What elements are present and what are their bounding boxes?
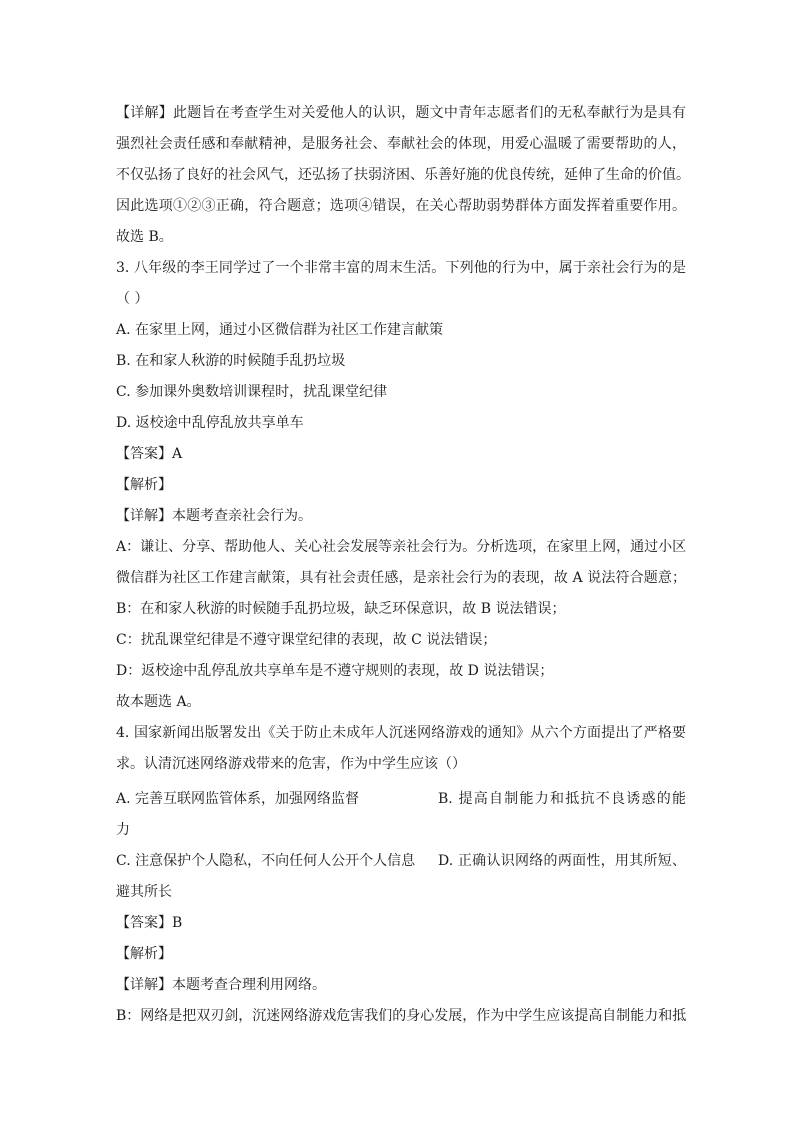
question-3-option-c: C. 参加课外奥数培训课程时，扰乱课堂纪律 <box>116 384 388 400</box>
question-3-analysis-heading: 【解析】 <box>116 477 172 493</box>
question-3-option-a: A. 在家里上网，通过小区微信群为社区工作建言献策 <box>116 322 444 338</box>
question-4-option-b-line-2: 力 <box>116 822 130 838</box>
question-4-stem-line-1: 4. 国家新闻出版署发出《关于防止未成年人沉迷网络游戏的通知》从六个方面提出了严格要 <box>116 725 686 741</box>
explanation-conclusion: 故选 B。 <box>116 229 173 245</box>
question-4-option-c: C. 注意保护个人隐私，不向任何人公开个人信息 <box>116 853 416 869</box>
question-4-analysis-heading: 【解析】 <box>116 946 172 962</box>
question-3-stem: 3. 八年级的李王同学过了一个非常丰富的周末生活。下列他的行为中，属于亲社会行为的是 <box>116 260 686 276</box>
explanation-line-2: 强烈社会责任感和奉献精神，是服务社会、奉献社会的体现，用爱心温暖了需要帮助的人， <box>116 136 686 152</box>
question-3-explanation-a-line-2: 微信群为社区工作建言献策，具有社会责任感，是亲社会行为的表现，故 A 说法符合题意； <box>116 570 686 586</box>
question-3-explanation-d: D：返校途中乱停乱放共享单车是不遵守规则的表现，故 D 说法错误； <box>116 663 554 679</box>
explanation-line-3: 不仅弘扬了良好的社会风气，还弘扬了扶弱济困、乐善好施的优良传统，延伸了生命的价值。 <box>116 167 690 183</box>
question-3-blank: （ ） <box>116 291 149 307</box>
explanation-line-1: 【详解】此题旨在考查学生对关爱他人的认识，题文中青年志愿者们的无私奉献行为是具有 <box>116 105 686 121</box>
question-3-detail: 【详解】本题考查亲社会行为。 <box>116 508 312 524</box>
question-4-option-d-line-2: 避其所长 <box>116 884 172 900</box>
question-4-stem-line-2: 求。认清沉迷网络游戏带来的危害，作为中学生应该（） <box>116 756 466 772</box>
question-3-answer: 【答案】A <box>116 446 183 462</box>
question-4-option-a: A. 完善互联网监管体系，加强网络监督 <box>116 791 360 807</box>
explanation-line-4: 因此选项①②③正确，符合题意；选项④错误，在关心帮助弱势群体方面发挥着重要作用。 <box>116 198 686 214</box>
question-3-explanation-b: B：在和家人秋游的时候随手乱扔垃圾，缺乏环保意识，故 B 说法错误； <box>116 601 566 617</box>
question-3-final-answer: 故本题选 A。 <box>116 694 201 710</box>
question-4-explanation-b: B：网络是把双刃剑，沉迷网络游戏危害我们的身心发展，作为中学生应该提高自制能力和抵 <box>116 1008 687 1024</box>
question-3-explanation-a-line-1: A：谦让、分享、帮助他人、关心社会发展等亲社会行为。分析选项，在家里上网，通过小区 <box>116 539 687 555</box>
question-4-detail: 【详解】本题考查合理利用网络。 <box>116 977 326 993</box>
question-3-explanation-c: C：扰乱课堂纪律是不遵守课堂纪律的表现，故 C 说法错误； <box>116 632 497 648</box>
question-4-answer: 【答案】B <box>116 915 183 931</box>
question-4-option-d-line-1: D. 正确认识网络的两面性，用其所短、 <box>438 853 686 869</box>
question-3-option-d: D. 返校途中乱停乱放共享单车 <box>116 415 304 431</box>
question-4-option-b-line-1: B. 提高自制能力和抵抗不良诱惑的能 <box>438 791 686 807</box>
question-3-option-b: B. 在和家人秋游的时候随手乱扔垃圾 <box>116 353 346 369</box>
